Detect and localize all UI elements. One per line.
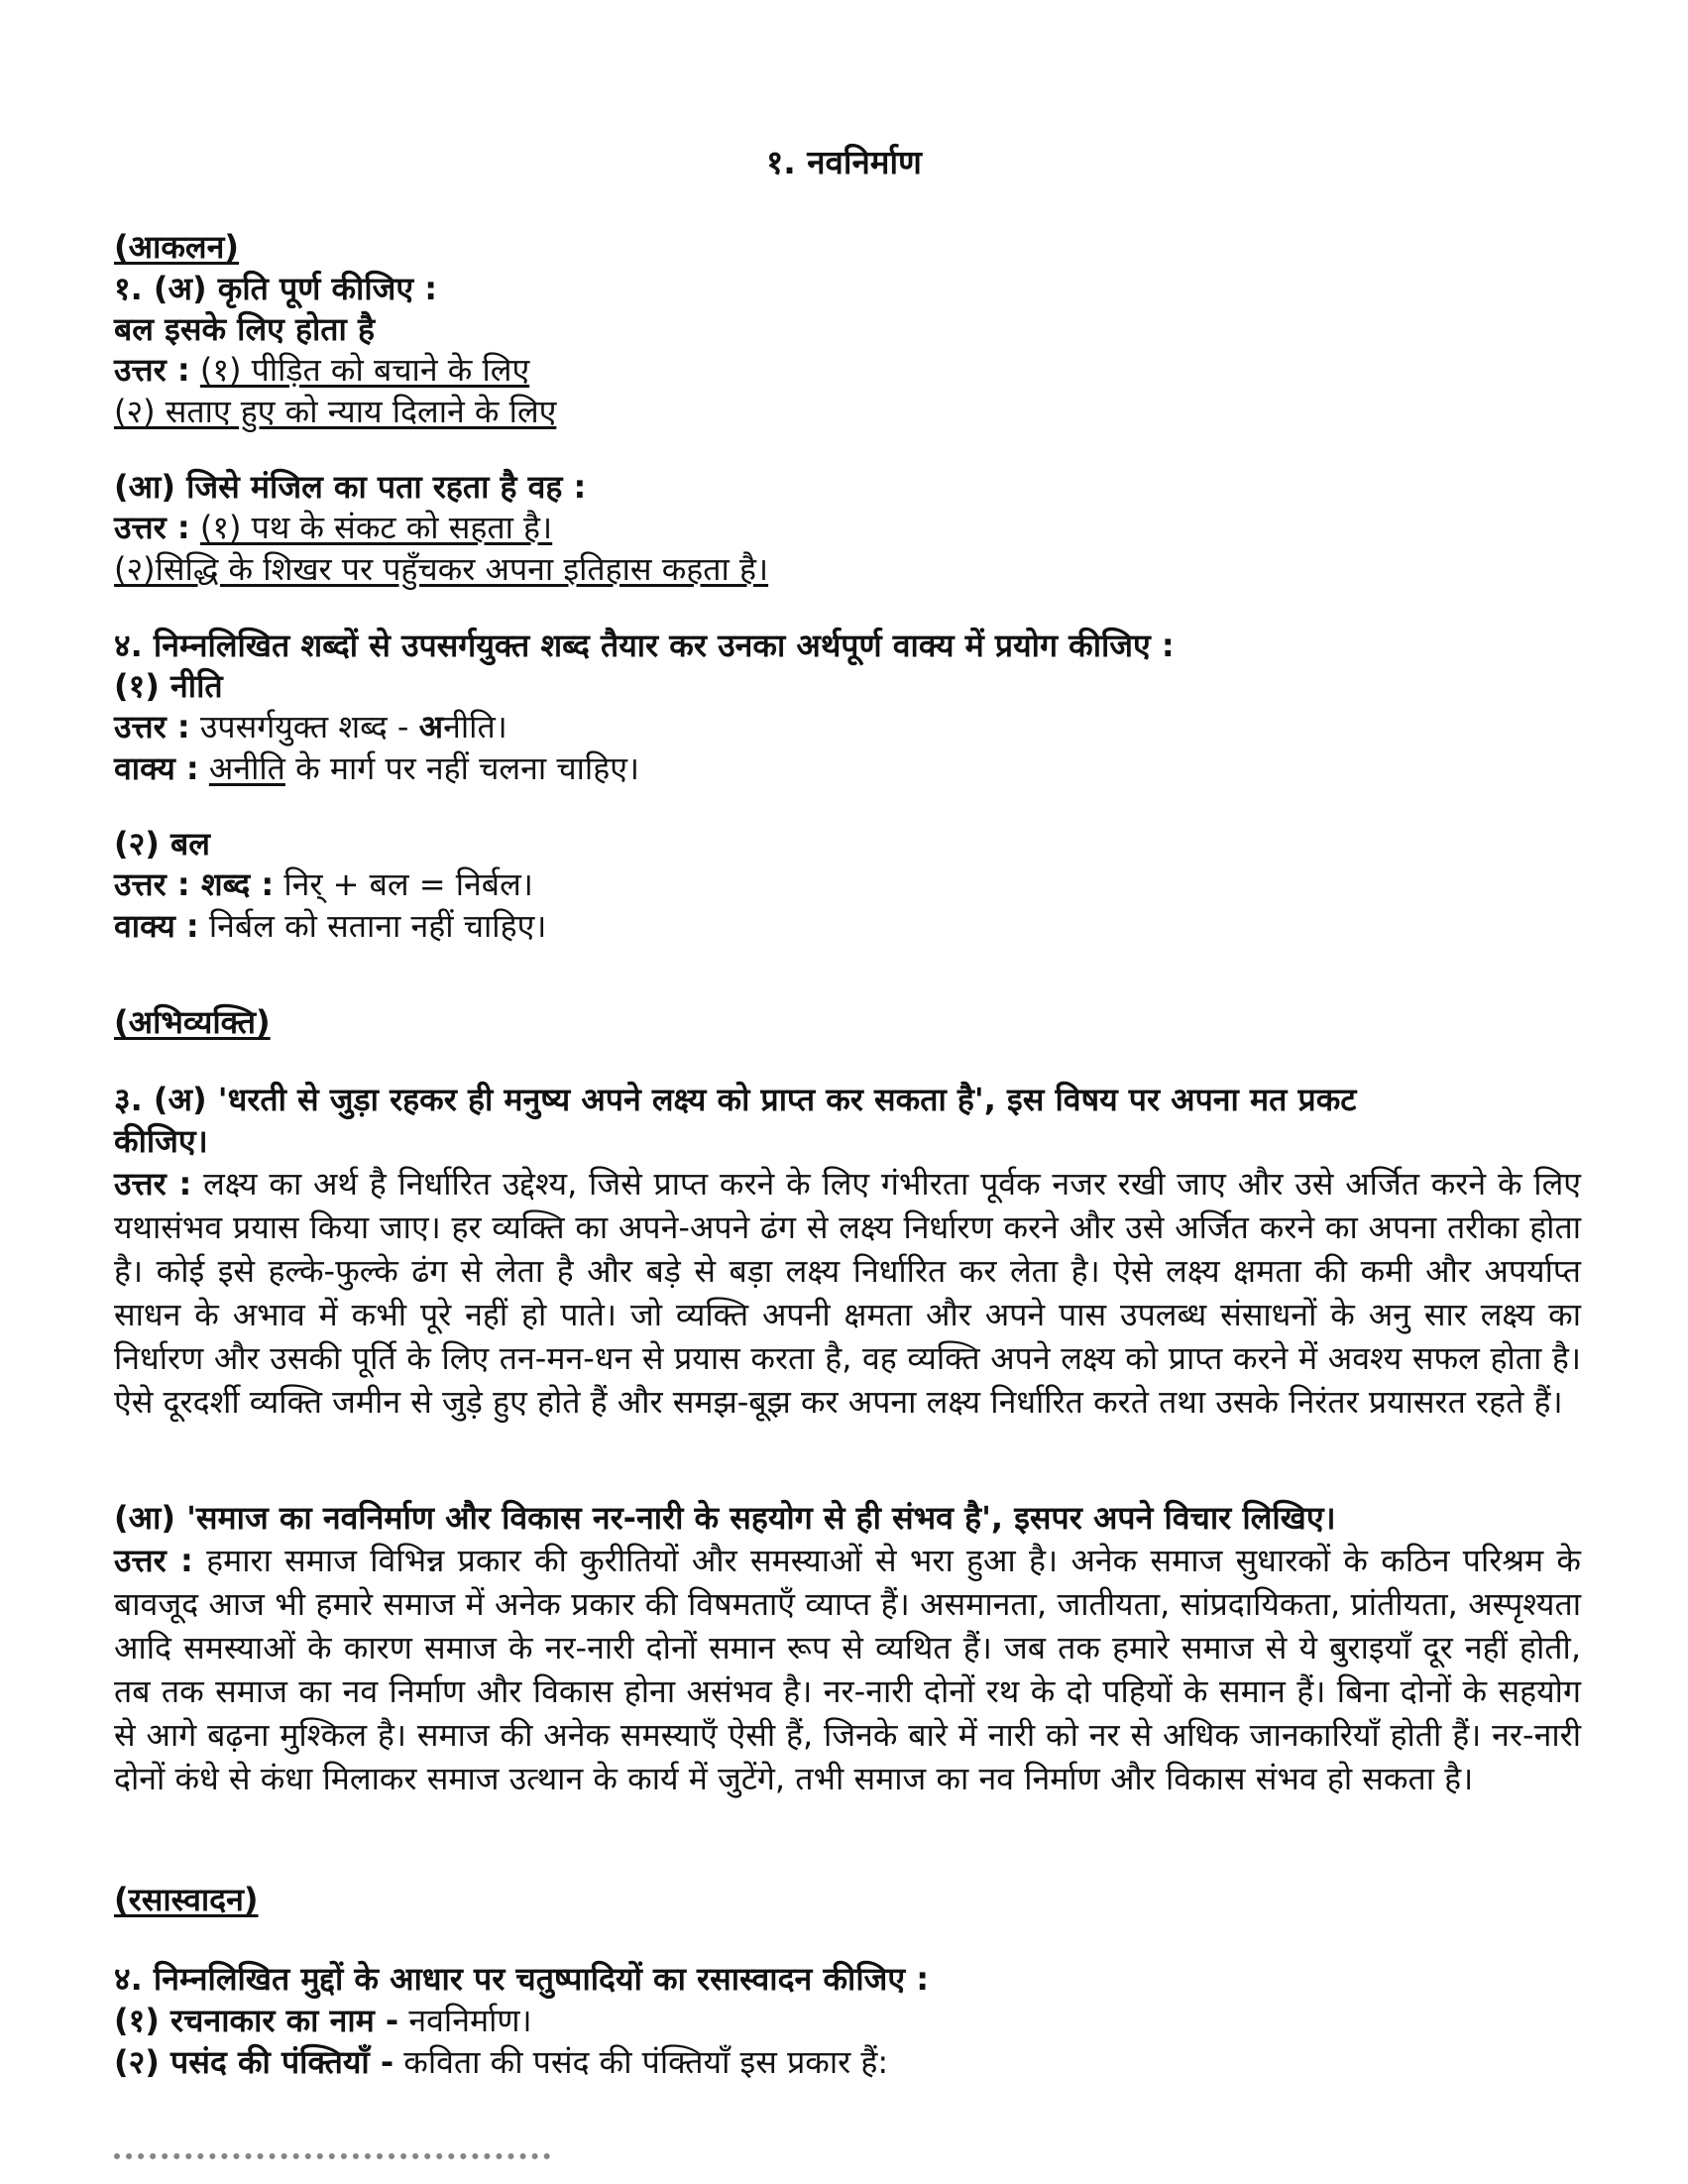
question-4r-item2 bbox=[114, 2041, 1581, 2083]
answer-label: उत्तर : bbox=[114, 1542, 193, 1579]
sentence-text: निर्बल को सताना नहीं चाहिए। bbox=[198, 907, 547, 945]
answer-3aa bbox=[114, 1539, 1581, 1800]
question-4r-item1 bbox=[114, 2000, 1581, 2041]
answer-label: उत्तर : bbox=[114, 509, 190, 546]
answer-label: उत्तर : bbox=[114, 708, 190, 746]
answer-prefix: अ bbox=[418, 708, 444, 746]
answer-4-item1 bbox=[114, 706, 1581, 747]
answer-text: उपसर्गयुक्त शब्द - bbox=[189, 708, 419, 746]
section-heading-rasaswadan: (रसास्वादन) bbox=[114, 1881, 259, 1918]
sentence-4-item1 bbox=[114, 747, 1581, 789]
sentence-text: के मार्ग पर नहीं चलना चाहिए। bbox=[284, 749, 640, 787]
question-4-item2: (२) बल bbox=[114, 825, 210, 862]
section-heading-aakalan: (आकलन) bbox=[114, 228, 239, 266]
answer-text: निर् + बल = निर्बल। bbox=[274, 865, 533, 903]
question-3a-line1: ३. (अ) 'धरती से जुड़ा रहकर ही मनुष्य अपने लक्ष्य को प्राप्त कर सकता है', इस विषय पर अपना मत प्रकट bbox=[114, 1081, 1357, 1118]
question-4: ४. निम्नलिखित शब्दों से उपसर्गयुक्त शब्द तैयार कर उनका अर्थपूर्ण वाक्य में प्रयोग कीजिए : bbox=[114, 627, 1175, 664]
question-4-item1: (१) नीति bbox=[114, 667, 223, 705]
answer-label: उत्तर : शब्द : bbox=[114, 865, 275, 903]
answer-1aa-line1 bbox=[114, 507, 1581, 548]
answer-1a-line2: (२) सताए हुए को न्याय दिलाने के लिए bbox=[114, 393, 557, 430]
answer-text: लक्ष्य का अर्थ है निर्धारित उद्देश्य, जिसे प्राप्त करने के लिए गंभीरता पूर्वक नजर रखी जाए और उसे अर्जित करने के लिए यथासंभव प्रयास किया जाए। हर व्यक्ति का अपने-अपने ढंग से लक्ष्य निर्धारण करने और उसे अर्जित करने का अपना तरीका होता है। कोई इसे हल्के-फुल्के ढंग से लेता है और बड़े से बड़ा लक्ष्य निर्धारित कर लेता है। ऐसे लक्ष्य क्षमता की कमी और अपर्याप्त साधन के अभाव में कभी पूरे नहीं हो पाते। जो व्यक्ति अपनी क्षमता और अपने पास उपलब्ध संसाधनों के अनु सार लक्ष्य का निर्धारण और उसकी पूर्ति के लिए तन-मन-धन से प्रयास करता है, वह व्यक्ति अपने लक्ष्य को प्राप्त करने में अवश्य सफल होता है। ऐसे दूरदर्शी व्यक्ति जमीन से जुड़े हुए होते हैं और समझ-बूझ कर अपना लक्ष्य निर्धारित करते तथा उसके निरंतर प्रयासरत रहते हैं। bbox=[114, 1165, 1581, 1421]
answer-label: उत्तर : bbox=[114, 351, 190, 389]
answer-1aa-line2: (२)सिद्धि के शिखर पर पहुँचकर अपना इतिहास कहता है। bbox=[114, 550, 769, 588]
item-text: नवनिर्माण। bbox=[398, 2002, 532, 2039]
question-3aa: (आ) 'समाज का नवनिर्माण और विकास नर-नारी के सहयोग से ही संभव है', इसपर अपने विचार लिखिए। bbox=[114, 1499, 1336, 1537]
sentence-keyword: अनीति bbox=[208, 749, 285, 787]
page-title: १. नवनिर्माण bbox=[766, 143, 922, 181]
question-1a-sub: बल इसके लिए होता है bbox=[114, 310, 375, 348]
question-1a: १. (अ) कृति पूर्ण कीजिए : bbox=[114, 270, 438, 307]
answer-1a-line1 bbox=[114, 349, 1581, 391]
item-label: (१) रचनाकार का नाम - bbox=[114, 2002, 399, 2039]
answer-text: (१) पीड़ित को बचाने के लिए bbox=[199, 351, 530, 389]
cutoff-text-fragment bbox=[114, 2153, 550, 2173]
answer-4-item2 bbox=[114, 863, 1581, 905]
item-label: (२) पसंद की पंक्तियाँ - bbox=[114, 2043, 394, 2081]
question-3a-line2: कीजिए। bbox=[114, 1122, 208, 1160]
answer-text-rest: नीति। bbox=[443, 708, 507, 746]
sentence-label: वाक्य : bbox=[114, 907, 199, 945]
sentence-4-item2 bbox=[114, 905, 1581, 947]
question-1aa: (आ) जिसे मंजिल का पता रहता है वह : bbox=[114, 468, 587, 506]
answer-label: उत्तर : bbox=[114, 1165, 192, 1203]
item-text: कविता की पसंद की पंक्तियाँ इस प्रकार हैं: bbox=[394, 2043, 889, 2081]
question-4r: ४. निम्नलिखित मुद्दों के आधार पर चतुष्पादियों का रसास्वादन कीजिए : bbox=[114, 1960, 929, 1998]
answer-text: हमारा समाज विभिन्न प्रकार की कुरीतियों और समस्याओं से भरा हुआ है। अनेक समाज सुधारकों के कठिन परिश्रम के बावजूद आज भी हमारे समाज में अनेक प्रकार की विषमताएँ व्याप्त हैं। असमानता, जातीयता, सांप्रदायिकता, प्रांतीयता, अस्पृश्यता आदि समस्याओं के कारण समाज के नर-नारी दोनों समान रूप से व्यथित हैं। जब तक हमारे समाज से ये बुराइयाँ दूर नहीं होती, तब तक समाज का नव निर्माण और विकास होना असंभव है। नर-नारी दोनों रथ के दो पहियों के समान हैं। बिना दोनों के सहयोग से आगे बढ़ना मुश्किल है। समाज की अनेक समस्याएँ ऐसी हैं, जिनके बारे में नारी को नर से अधिक जानकारियाँ होती हैं। नर-नारी दोनों कंधे से कंधा मिलाकर समाज उत्थान के कार्य में जुटेंगे, तभी समाज का नव निर्माण और विकास संभव हो सकता है। bbox=[114, 1542, 1581, 1797]
sentence-label: वाक्य : bbox=[114, 749, 199, 787]
section-heading-abhivyakti: (अभिव्यक्ति) bbox=[114, 1003, 271, 1041]
answer-3a bbox=[114, 1162, 1581, 1424]
answer-text: (१) पथ के संकट को सहता है। bbox=[199, 509, 553, 546]
